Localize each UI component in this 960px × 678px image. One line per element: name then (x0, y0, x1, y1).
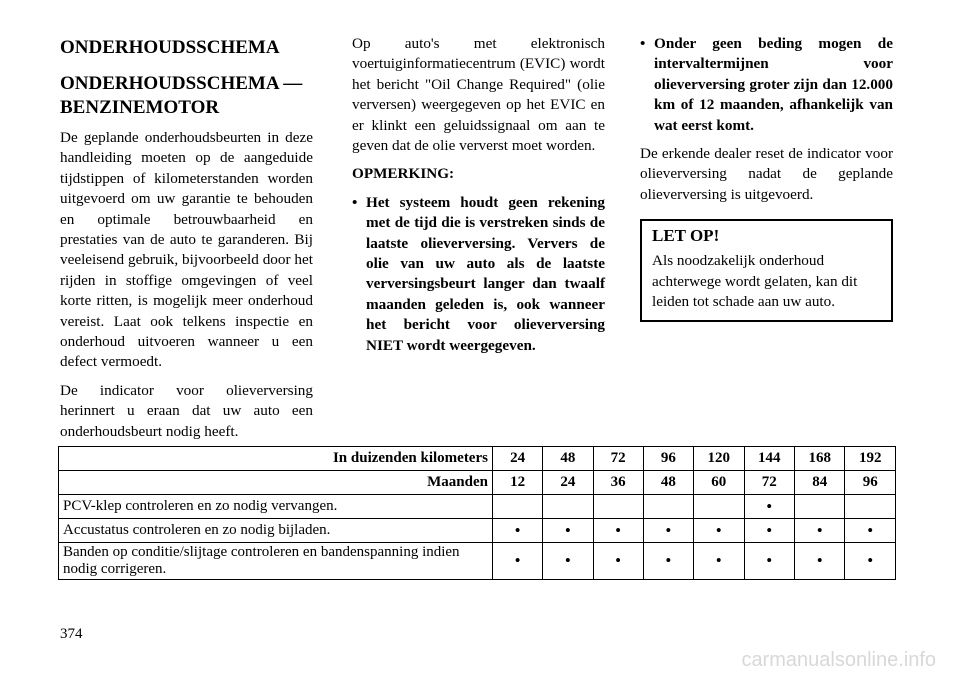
km-label: In duizenden kilometers (59, 447, 493, 471)
interval-bullet-text: Onder geen beding mogen de intervaltermijnen voor olieverversing groter zijn dan 12.000 km of 12 maanden, afhankelijk van wat eerst komt. (654, 35, 893, 134)
caution-title: LET OP! (652, 226, 720, 246)
months-value: 72 (744, 471, 794, 495)
km-value: 72 (593, 447, 643, 471)
service-mark (543, 495, 593, 519)
column-2 (352, 34, 605, 364)
months-value: 24 (543, 471, 593, 495)
task-label: Banden op conditie/slijtage controleren en bandenspanning indien nodig corrigeren. (59, 543, 493, 580)
caution-text: Als noodzakelijk onderhoud achterwege wordt gelaten, kan dit leiden tot schade aan uw auto. (652, 252, 858, 311)
service-mark (794, 495, 844, 519)
months-label: Maanden (59, 471, 493, 495)
service-mark (694, 495, 744, 519)
service-mark (492, 495, 542, 519)
note-bullet-text: Het systeem houdt geen rekening met de tijd die is verstreken sinds de laatste olieverversing. Ververs de olie van uw auto als de laatste verversingsbeurt langer dan twaalf maanden geleden is, ook wanneer het bericht voor olieverversing NIET wordt weergegeven. (366, 193, 605, 354)
km-value: 192 (845, 447, 896, 471)
task-label: Accustatus controleren en zo nodig bijladen. (59, 519, 493, 543)
indicator-paragraph: De indicator voor olieverversing herinnert u eraan dat uw auto een onderhoudsbeurt nodig heeft. (60, 381, 313, 440)
service-mark: • (694, 543, 744, 580)
service-mark: • (744, 543, 794, 580)
service-mark: • (593, 519, 643, 543)
table-row (59, 495, 896, 519)
months-value: 12 (492, 471, 542, 495)
months-value: 60 (694, 471, 744, 495)
km-value: 120 (694, 447, 744, 471)
task-label: PCV-klep controleren en zo nodig vervangen. (59, 495, 493, 519)
months-value: 48 (643, 471, 693, 495)
km-header-row (59, 447, 896, 471)
service-mark: • (744, 519, 794, 543)
service-mark: • (643, 519, 693, 543)
service-mark: • (643, 543, 693, 580)
page-number: 374 (60, 626, 83, 642)
maintenance-table (58, 446, 896, 580)
service-mark: • (694, 519, 744, 543)
service-mark (845, 495, 896, 519)
service-mark (593, 495, 643, 519)
evic-paragraph: Op auto's met elektronisch voertuiginformatiecentrum (EVIC) wordt het bericht "Oil Change Required" (olie verversen) weergegeven op het EVIC en er klinkt een geluidssignaal om aan te geven dat de olie ververst moet worden. (352, 35, 605, 155)
service-mark: • (593, 543, 643, 580)
km-value: 48 (543, 447, 593, 471)
service-mark: • (794, 543, 844, 580)
section-title: ONDERHOUDSSCHEMA — BENZINEMOTOR (60, 73, 303, 118)
reset-paragraph: De erkende dealer reset de indicator voor olieverversing nadat de geplande olieverversing is uitgevoerd. (640, 145, 893, 203)
service-mark: • (794, 519, 844, 543)
intro-paragraph: De geplande onderhoudsbeurten in deze handleiding moeten op de aangeduide tijdstippen of kilometerstanden worden uitgevoerd om uw garantie te behouden en optimale betrouwbaarheid en prestaties van de auto te garanderen. Bij veeleisend gebruik, bijvoorbeeld door het rijden in stoffige omgevingen of veel korte ritten, is mogelijk meer onderhoud vereist. Laat ook telkens inspectie en onderhoud uitvoeren wanneer u een defect vermoedt. (60, 129, 313, 371)
bullet-marker: • (352, 193, 358, 211)
page-title: ONDERHOUDSSCHEMA (60, 37, 280, 58)
km-value: 24 (492, 447, 542, 471)
column-1 (60, 34, 313, 450)
service-mark: • (543, 519, 593, 543)
service-mark (643, 495, 693, 519)
km-value: 96 (643, 447, 693, 471)
km-value: 144 (744, 447, 794, 471)
service-mark: • (845, 543, 896, 580)
service-mark: • (744, 495, 794, 519)
months-value: 84 (794, 471, 844, 495)
table-row (59, 519, 896, 543)
service-mark: • (543, 543, 593, 580)
note-bullet (352, 193, 605, 356)
interval-bullet (640, 34, 893, 136)
months-value: 96 (845, 471, 896, 495)
caution-box (640, 219, 893, 322)
table-row (59, 543, 896, 580)
service-mark: • (845, 519, 896, 543)
watermark: carmanualsonline.info (741, 649, 936, 671)
km-value: 168 (794, 447, 844, 471)
service-mark: • (492, 519, 542, 543)
service-mark: • (492, 543, 542, 580)
months-header-row (59, 471, 896, 495)
months-value: 36 (593, 471, 643, 495)
column-3 (640, 34, 893, 322)
note-label: OPMERKING: (352, 165, 455, 183)
bullet-marker: • (640, 35, 646, 52)
